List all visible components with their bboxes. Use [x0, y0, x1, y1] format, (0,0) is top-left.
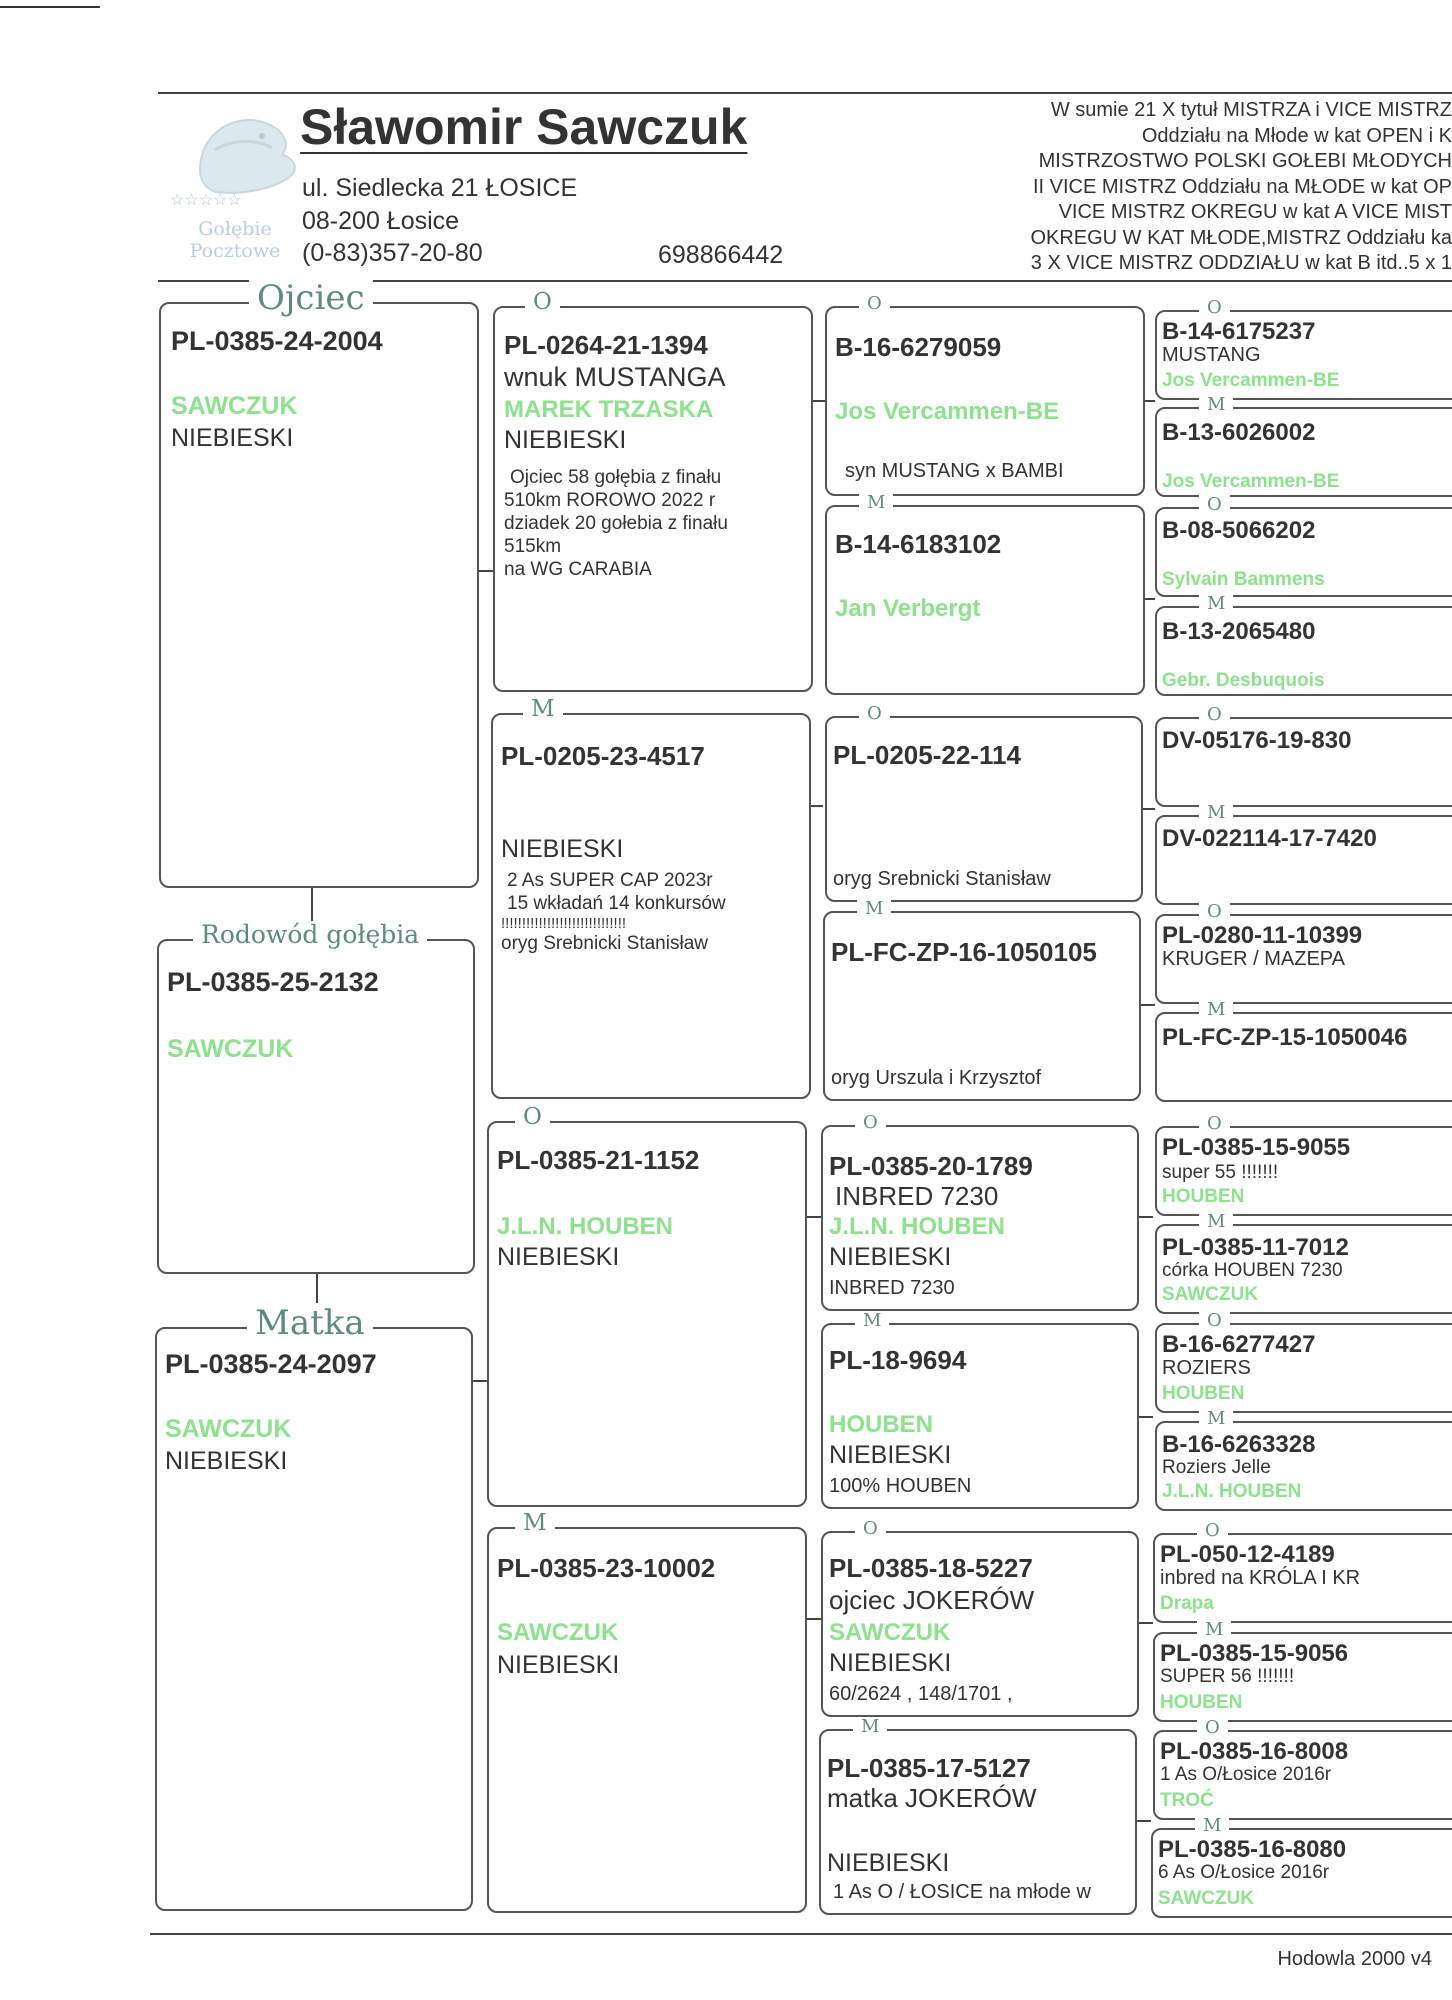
ring-number: PL-FC-ZP-16-1050105 [831, 937, 1097, 967]
sex-label: M [1199, 1409, 1233, 1429]
sex-label: O [1199, 298, 1230, 318]
gen2-mf-box[interactable] [487, 1104, 807, 1507]
ring-number: B-08-5066202 [1162, 517, 1316, 544]
sex-label: M [857, 899, 891, 919]
pigeon-name: INBRED 7230 [835, 1181, 999, 1211]
gen4-box-1[interactable] [1155, 297, 1452, 400]
ring-number: PL-0385-15-9055 [1162, 1134, 1351, 1161]
gen4-box-13[interactable] [1153, 1520, 1452, 1623]
sex-label: M [853, 1717, 887, 1737]
connector [807, 1618, 821, 1620]
ring-number: B-16-6277427 [1162, 1331, 1316, 1358]
gen4-box-16[interactable] [1151, 1815, 1452, 1918]
ring-number: PL-0385-20-1789 [829, 1151, 1033, 1181]
ring-number: PL-0280-11-10399 [1162, 922, 1363, 949]
breeder-name: Jan Verbergt [835, 595, 981, 622]
connector [1137, 1820, 1151, 1822]
achievement-line: MISTRZOSTWO POLSKI GOŁEBI MŁODYCH [1038, 150, 1452, 172]
scan-edge [0, 6, 100, 8]
gen2-ff-box[interactable] [493, 289, 813, 692]
sex-label: O [859, 704, 890, 724]
breeder-name: Jos Vercammen-BE [835, 398, 1060, 425]
ring-number: PL-18-9694 [829, 1345, 967, 1375]
pigeon-note: syn MUSTANG x BAMBI [845, 460, 1064, 482]
connector [811, 805, 823, 807]
pigeon-note: 100% HOUBEN [829, 1475, 972, 1497]
gen4-box-3[interactable] [1155, 494, 1452, 597]
sex-label: O [855, 1519, 886, 1539]
pigeon-notes: Ojciec 58 gołębia z finału 510km ROROWO 2022 r dziadek 20 gołebia z finału 515km na WG CARABIA [504, 467, 728, 580]
color: NIEBIESKI [497, 1243, 620, 1271]
header-top-rule [158, 92, 1452, 94]
pigeon-sub: KRUGER / MAZEPA [1162, 948, 1345, 970]
breeder-name: Jos Vercammen-BE [1162, 471, 1340, 492]
sex-label: M [1199, 395, 1233, 415]
ring-number: PL-0385-11-7012 [1162, 1234, 1349, 1261]
color: NIEBIESKI [827, 1849, 950, 1877]
gen2-mm-box[interactable] [487, 1510, 807, 1913]
breeder-name: HOUBEN [1160, 1692, 1243, 1713]
pigeon-sub: córka HOUBEN 7230 [1162, 1260, 1343, 1281]
sex-label: O [1199, 1114, 1230, 1134]
sex-label: O [859, 294, 890, 314]
sex-label: M [1199, 594, 1233, 614]
breeder-name: TROĆ [1160, 1790, 1214, 1811]
software-version: Hodowla 2000 v4 [1277, 1948, 1432, 1970]
breeder-name: HOUBEN [829, 1411, 934, 1438]
postal-address: 08-200 Łosice [302, 207, 460, 235]
ring-number: B-13-6026002 [1162, 419, 1316, 446]
color: NIEBIESKI [501, 835, 624, 863]
ring-number: B-14-6183102 [835, 529, 1002, 559]
sex-label: O [1199, 1311, 1230, 1331]
phone-number: (0-83)357-20-80 [302, 239, 483, 267]
pigeon-sub: 6 As O/Łosice 2016r [1158, 1862, 1330, 1883]
pigeon-note: oryg Srebnicki Stanisław [833, 868, 1051, 890]
sex-label: O [525, 288, 560, 316]
pigeon-note: oryg Urszula i Krzysztof [831, 1067, 1042, 1089]
breeder-name: HOUBEN [1162, 1186, 1245, 1207]
gen4-box-5[interactable] [1155, 704, 1452, 807]
gen4-box-14[interactable] [1153, 1619, 1452, 1722]
breeder-name: J.L.N. HOUBEN [829, 1213, 1006, 1240]
gen3-fmf-box[interactable] [825, 703, 1143, 902]
gen4-box-7[interactable] [1155, 901, 1452, 1004]
ring-number: PL-0264-21-1394 [504, 330, 708, 360]
connector [1139, 1416, 1153, 1418]
gen4-box-10[interactable] [1155, 1211, 1452, 1314]
breeder-name: SAWCZUK [167, 1035, 294, 1063]
pigeon-logo [160, 100, 310, 270]
achievement-line: II VICE MISTRZ Oddziału na MŁODE w kat OP [1032, 175, 1452, 198]
pigeon-note: INBRED 7230 [829, 1277, 955, 1299]
color: NIEBIESKI [829, 1649, 952, 1677]
connector [1139, 1622, 1153, 1624]
ring-number: PL-0205-22-114 [833, 740, 1021, 770]
breeder-name: SAWCZUK [165, 1415, 292, 1443]
ring-number: B-16-6263328 [1162, 1431, 1316, 1458]
subject-label: Rodowód gołębia [193, 921, 427, 949]
color: NIEBIESKI [504, 426, 627, 454]
ring-number: B-14-6175237 [1162, 318, 1316, 345]
gen3-mmf-box[interactable] [821, 1518, 1139, 1717]
pigeon-sub: MUSTANG [1162, 344, 1261, 366]
sex-label: O [1199, 495, 1230, 515]
color: NIEBIESKI [829, 1243, 952, 1271]
pigeon-sub: inbred na KRÓLA I KR [1160, 1567, 1361, 1589]
ring-number: PL-0385-23-10002 [497, 1553, 716, 1583]
gen4-box-12[interactable] [1155, 1408, 1452, 1511]
pigeon-sub: Roziers Jelle [1162, 1457, 1271, 1478]
breeder-name: J.L.N. HOUBEN [497, 1213, 674, 1240]
achievement-line: OKREGU W KAT MŁODE,MISTRZ Oddziału ka [1030, 226, 1452, 249]
pigeon-sub: SUPER 56 !!!!!!! [1160, 1666, 1295, 1687]
ring-number: PL-FC-ZP-15-1050046 [1162, 1024, 1408, 1051]
sex-label: M [1199, 803, 1233, 823]
street-address: ul. Siedlecka 21 ŁOSICE [302, 174, 578, 202]
gen3-fff-box[interactable] [825, 293, 1145, 496]
breeder-name: Drapa [1160, 1593, 1214, 1614]
sex-label: M [1199, 1000, 1233, 1020]
connector [807, 1216, 821, 1218]
sex-label: M [855, 1311, 889, 1331]
ring-number: DV-022114-17-7420 [1162, 825, 1377, 852]
ring-number: PL-050-12-4189 [1160, 1541, 1335, 1568]
gen2-fm-box[interactable] [491, 696, 811, 1099]
pigeon-note: 1 As O / ŁOSICE na młode w [833, 1881, 1091, 1903]
ring-number: PL-0385-24-2097 [165, 1349, 377, 1379]
connector [813, 400, 825, 402]
breeder-name: Sławomir Sawczuk [300, 99, 748, 155]
pigeon-sub: super 55 !!!!!!! [1162, 1162, 1279, 1183]
pigeon-name: ojciec JOKERÓW [829, 1585, 1035, 1615]
ring-number: PL-0385-21-1152 [497, 1145, 700, 1175]
gen3-mff-box[interactable] [821, 1112, 1139, 1311]
connector [1141, 1004, 1155, 1006]
father-box[interactable] [159, 278, 479, 888]
mother-box[interactable] [155, 1303, 473, 1911]
color: NIEBIESKI [829, 1441, 952, 1469]
pigeon-note: 60/2624 , 148/1701 , [829, 1683, 1013, 1705]
ring-number: PL-0385-15-9056 [1160, 1640, 1349, 1667]
breeder-name: J.L.N. HOUBEN [1162, 1481, 1302, 1502]
sex-label: O [1197, 1718, 1228, 1738]
pigeon-name: matka JOKERÓW [827, 1783, 1037, 1813]
breeder-name: SAWCZUK [829, 1619, 951, 1646]
sex-label: O [1197, 1521, 1228, 1541]
breeder-name: SAWCZUK [171, 392, 298, 420]
mother-label: Matka [247, 1303, 373, 1343]
footer-rule [150, 1933, 1452, 1935]
connector [1143, 808, 1155, 810]
sex-label: M [515, 1509, 555, 1537]
sex-label: O [1199, 902, 1230, 922]
ring-number: PL-0385-16-8080 [1158, 1836, 1347, 1863]
breeder-name: HOUBEN [1162, 1383, 1245, 1404]
gen4-box-6[interactable] [1155, 802, 1452, 905]
gen3-mfm-box[interactable] [821, 1310, 1139, 1509]
color: NIEBIESKI [497, 1651, 620, 1679]
sex-label: M [1195, 1816, 1229, 1836]
connector [1139, 1216, 1153, 1218]
gen4-box-8[interactable] [1155, 999, 1452, 1102]
breeder-name: Jos Vercammen-BE [1162, 370, 1340, 391]
logo-text-1: Gołębie [198, 218, 272, 240]
stars: ☆☆☆☆☆ [170, 190, 242, 209]
gen4-box-9[interactable] [1155, 1113, 1452, 1216]
breeder-name: SAWCZUK [497, 1619, 619, 1646]
ring-number: PL-0385-24-2004 [171, 326, 383, 356]
achievement-line: VICE MISTRZ OKREGU w kat A VICE MIST [1058, 201, 1452, 223]
sex-label: M [1197, 1620, 1231, 1640]
connector [1145, 598, 1155, 600]
sex-label: M [859, 493, 893, 513]
sex-label: M [523, 695, 563, 723]
pigeon-sub: 1 As O/Łosice 2016r [1160, 1764, 1332, 1785]
subject-box[interactable] [157, 920, 475, 1274]
father-label: Ojciec [249, 278, 373, 318]
ring-number: PL-0385-25-2132 [167, 967, 379, 997]
ring-number: PL-0385-18-5227 [829, 1553, 1033, 1583]
achievements-list [960, 98, 1452, 277]
mobile-number: 698866442 [658, 241, 784, 269]
breeder-name: SAWCZUK [1158, 1888, 1255, 1909]
logo-text-2: Pocztowe [189, 240, 281, 262]
sex-label: O [1199, 705, 1230, 725]
pigeon-sub: ROZIERS [1162, 1357, 1251, 1379]
gen4-box-11[interactable] [1155, 1310, 1452, 1413]
sex-label: M [1199, 1212, 1233, 1232]
ring-number: B-16-6279059 [835, 332, 1002, 362]
gen4-box-4[interactable] [1155, 593, 1452, 696]
gen4-box-2[interactable] [1155, 394, 1452, 497]
pigeon-notes: 2 As SUPER CAP 2023r 15 wkładań 14 konkursów !!!!!!!!!!!!!!!!!!!!!!!!!!!!!! oryg Srebnicki Stanisław [501, 870, 726, 954]
color: NIEBIESKI [171, 424, 294, 452]
color: NIEBIESKI [165, 1447, 288, 1475]
ring-number: PL-0205-23-4517 [501, 741, 705, 771]
connector [473, 1380, 487, 1382]
sex-label: O [515, 1103, 550, 1131]
gen3-fmm-box[interactable] [823, 898, 1141, 1101]
connector [479, 570, 493, 572]
ring-number: B-13-2065480 [1162, 618, 1316, 645]
ring-number: PL-0385-17-5127 [827, 1753, 1031, 1783]
sex-label: O [855, 1113, 886, 1133]
connector [1145, 400, 1155, 402]
gen3-ffm-box[interactable] [825, 492, 1145, 695]
breeder-name: MAREK TRZASKA [504, 396, 714, 423]
achievement-line: Oddziału na Młode w kat OPEN i K [1141, 124, 1452, 147]
achievement-line: 3 X VICE MISTRZ ODDZIAŁU w kat B itd..5 x 1 [1030, 252, 1452, 274]
breeder-name: Sylvain Bammens [1162, 569, 1325, 590]
breeder-name: Gebr. Desbuquois [1162, 670, 1325, 691]
ring-number: DV-05176-19-830 [1162, 727, 1352, 754]
gen3-mmm-box[interactable] [819, 1716, 1137, 1915]
breeder-name: SAWCZUK [1162, 1284, 1259, 1305]
ring-number: PL-0385-16-8008 [1160, 1738, 1349, 1765]
gen4-box-15[interactable] [1153, 1717, 1452, 1820]
pigeon-name: wnuk MUSTANGA [504, 362, 726, 392]
achievement-line: W sumie 21 X tytuł MISTRZA i VICE MISTRZ [1050, 99, 1452, 121]
